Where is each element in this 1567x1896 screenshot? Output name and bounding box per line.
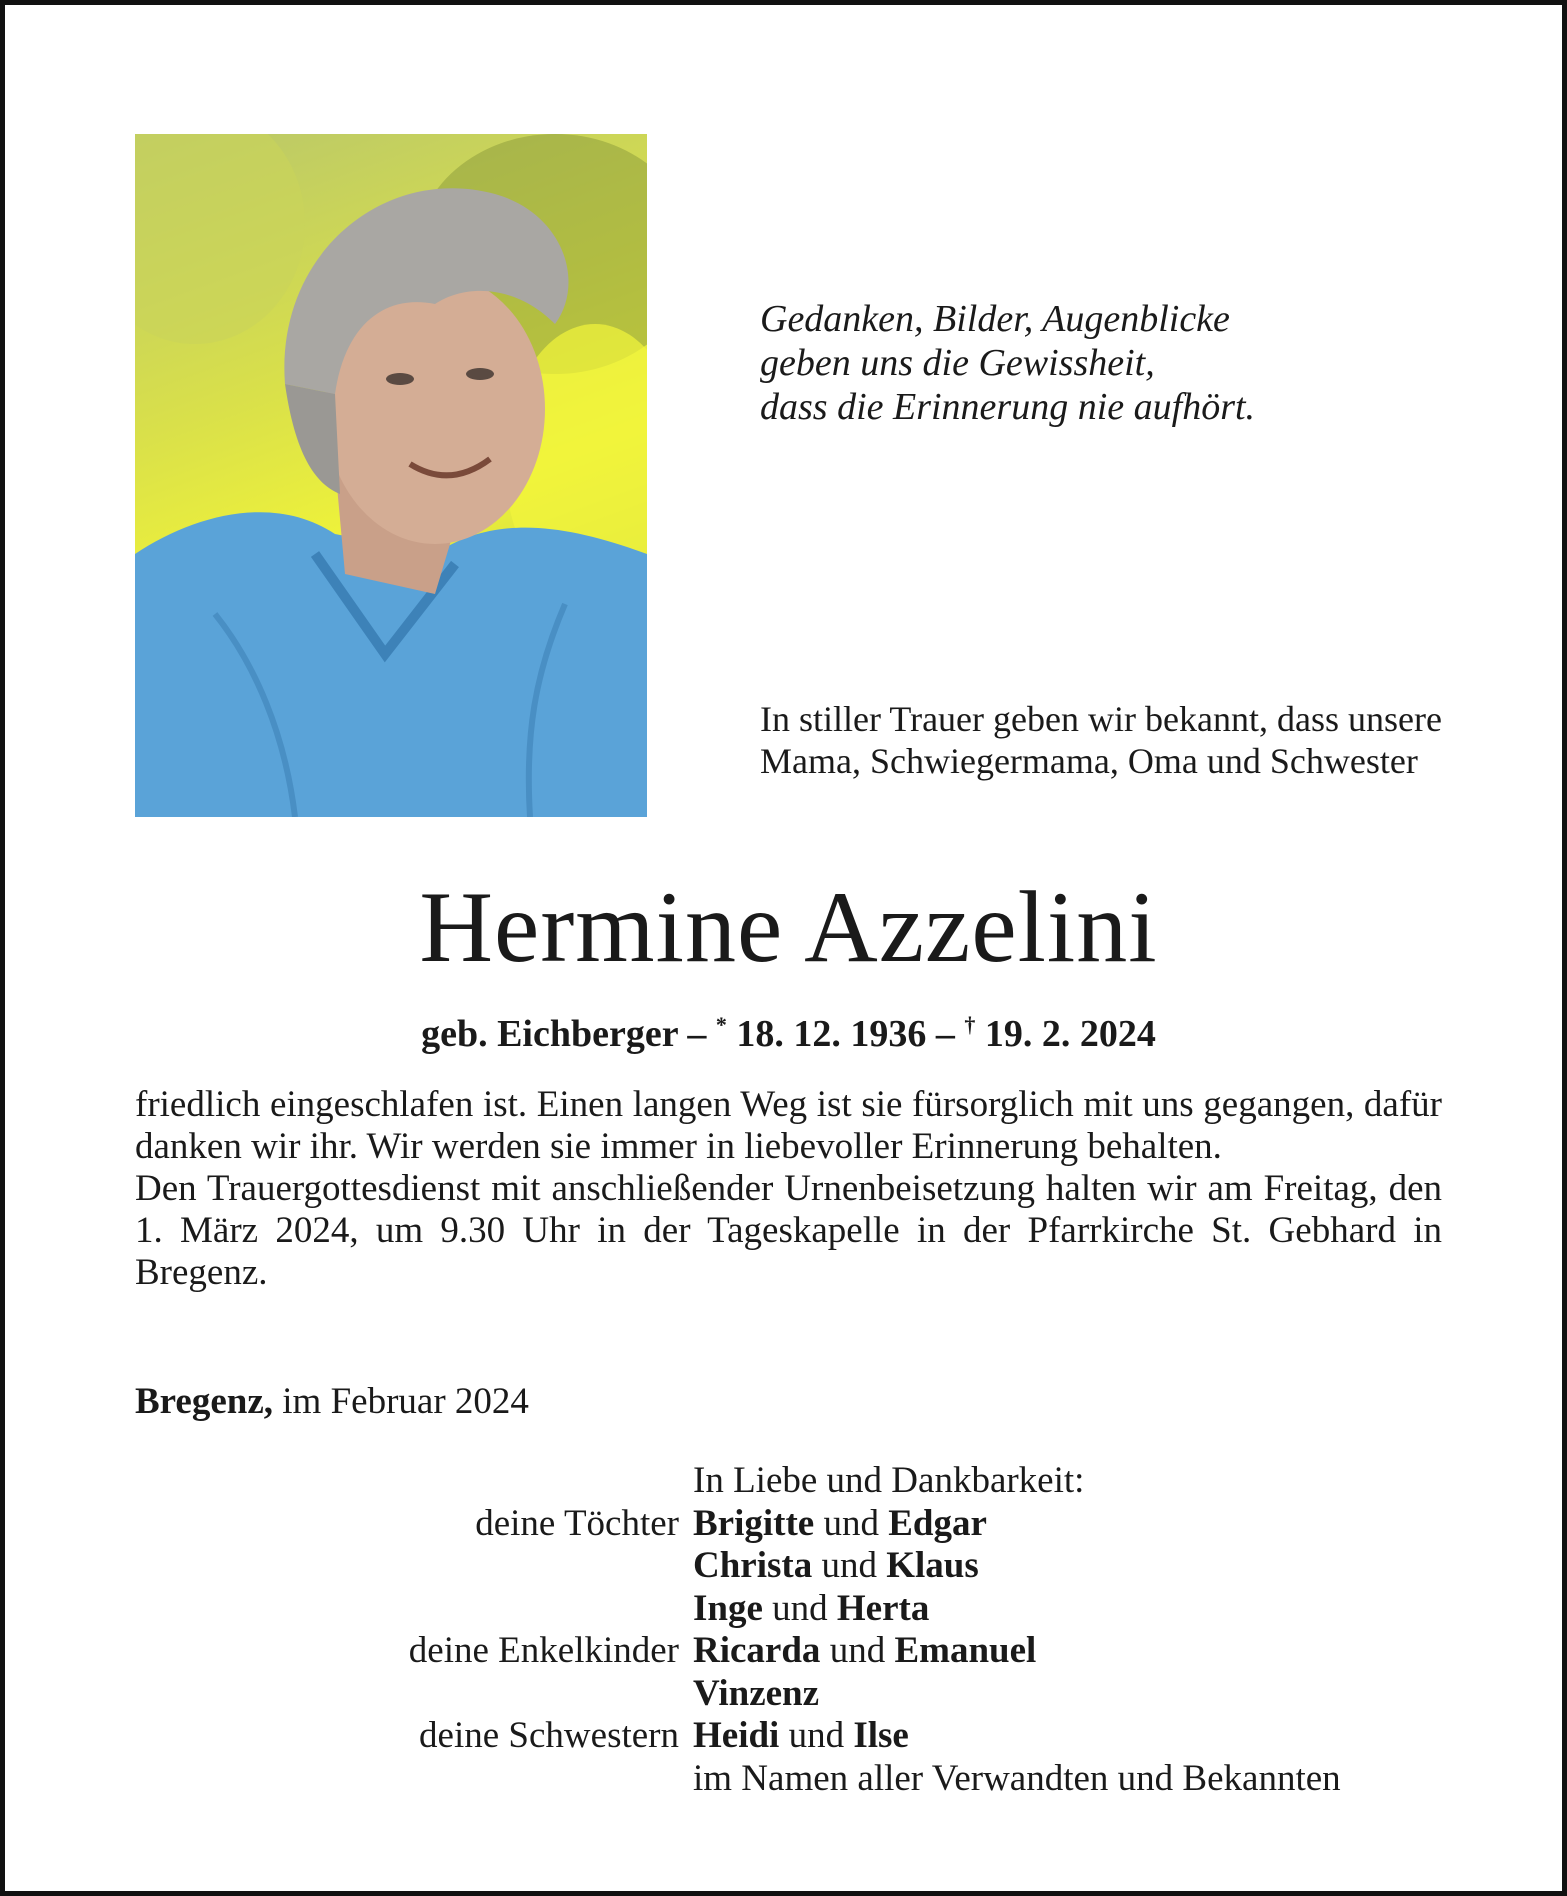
mourners-list [5, 1460, 1567, 1800]
mourner-row [5, 1503, 1567, 1546]
portrait-illustration [135, 134, 647, 817]
relation-label: deine Enkelkinder [408, 1630, 679, 1671]
separator: – [677, 1013, 716, 1055]
mourner-row [5, 1545, 1567, 1588]
relation-label: deine Schwestern [419, 1715, 679, 1756]
birth-symbol: * [715, 1012, 727, 1037]
maiden-name: geb. Eichberger [421, 1013, 678, 1055]
life-dates [5, 1002, 1567, 1057]
mourner-name: Ilse [853, 1715, 909, 1756]
mourner-row [5, 1673, 1567, 1716]
relation-label: deine Töchter [475, 1502, 679, 1544]
separator: – [926, 1013, 965, 1055]
conjunction: und [779, 1715, 854, 1756]
death-symbol: † [964, 1012, 976, 1037]
mourner-name: Ricarda [693, 1630, 821, 1671]
signoff-heading: In Liebe und Dankbarkeit: [693, 1460, 1085, 1501]
mourner-name: Klaus [886, 1545, 979, 1586]
mourner-name: Emanuel [894, 1630, 1037, 1671]
signoff-closing-row [5, 1758, 1567, 1801]
conjunction: und [762, 1587, 837, 1629]
mourner-name: Christa [693, 1545, 813, 1586]
obituary-body [135, 1084, 1442, 1294]
quote-line: Gedanken, Bilder, Augenblicke [760, 298, 1230, 340]
body-paragraph: Den Trauergottesdienst mit anschließender Urnenbeisetzung halten wir am Freitag, den 1. März 2024, um 9.30 Uhr in der Tageskapelle in der Pfarrkirche St. Gebhard in Bregenz. [135, 1168, 1442, 1293]
memorial-quote [760, 297, 1255, 429]
conjunction: und [820, 1630, 895, 1671]
place-and-date [135, 1380, 529, 1424]
conjunction: und [812, 1545, 887, 1586]
conjunction: und [814, 1502, 889, 1544]
body-paragraph: friedlich eingeschlafen ist. Einen langen Weg ist sie fürsorglich mit uns gegangen, dafür danken wir ihr. Wir werden sie immer in liebevoller Erinnerung behalten. [135, 1084, 1442, 1167]
mourner-row [5, 1588, 1567, 1631]
birth-date: 18. 12. 1936 [726, 1013, 927, 1055]
mourner-name: Herta [836, 1587, 930, 1629]
place-city: Bregenz, [135, 1381, 274, 1422]
mourner-name: Edgar [888, 1502, 987, 1544]
death-date: 19. 2. 2024 [975, 1013, 1156, 1055]
announcement-intro: In stiller Trauer geben wir bekannt, dass unsere Mama, Schwiegermama, Oma und Schwester [760, 699, 1442, 781]
signoff-heading-row [5, 1460, 1567, 1503]
deceased-name: Hermine Azzelini [419, 871, 1158, 984]
mourner-name: Heidi [693, 1715, 780, 1756]
quote-line: dass die Erinnerung nie aufhört. [760, 386, 1256, 428]
mourner-row [5, 1630, 1567, 1673]
mourner-name: Inge [693, 1587, 763, 1629]
mourner-name: Vinzenz [693, 1672, 820, 1714]
quote-line: geben uns die Gewissheit, [760, 342, 1155, 384]
mourner-row [5, 1715, 1567, 1758]
mourner-name: Brigitte [693, 1502, 815, 1544]
portrait-photo [135, 134, 647, 817]
signoff-closing: im Namen aller Verwandten und Bekannten [693, 1757, 1341, 1799]
place-date: im Februar 2024 [273, 1381, 529, 1422]
